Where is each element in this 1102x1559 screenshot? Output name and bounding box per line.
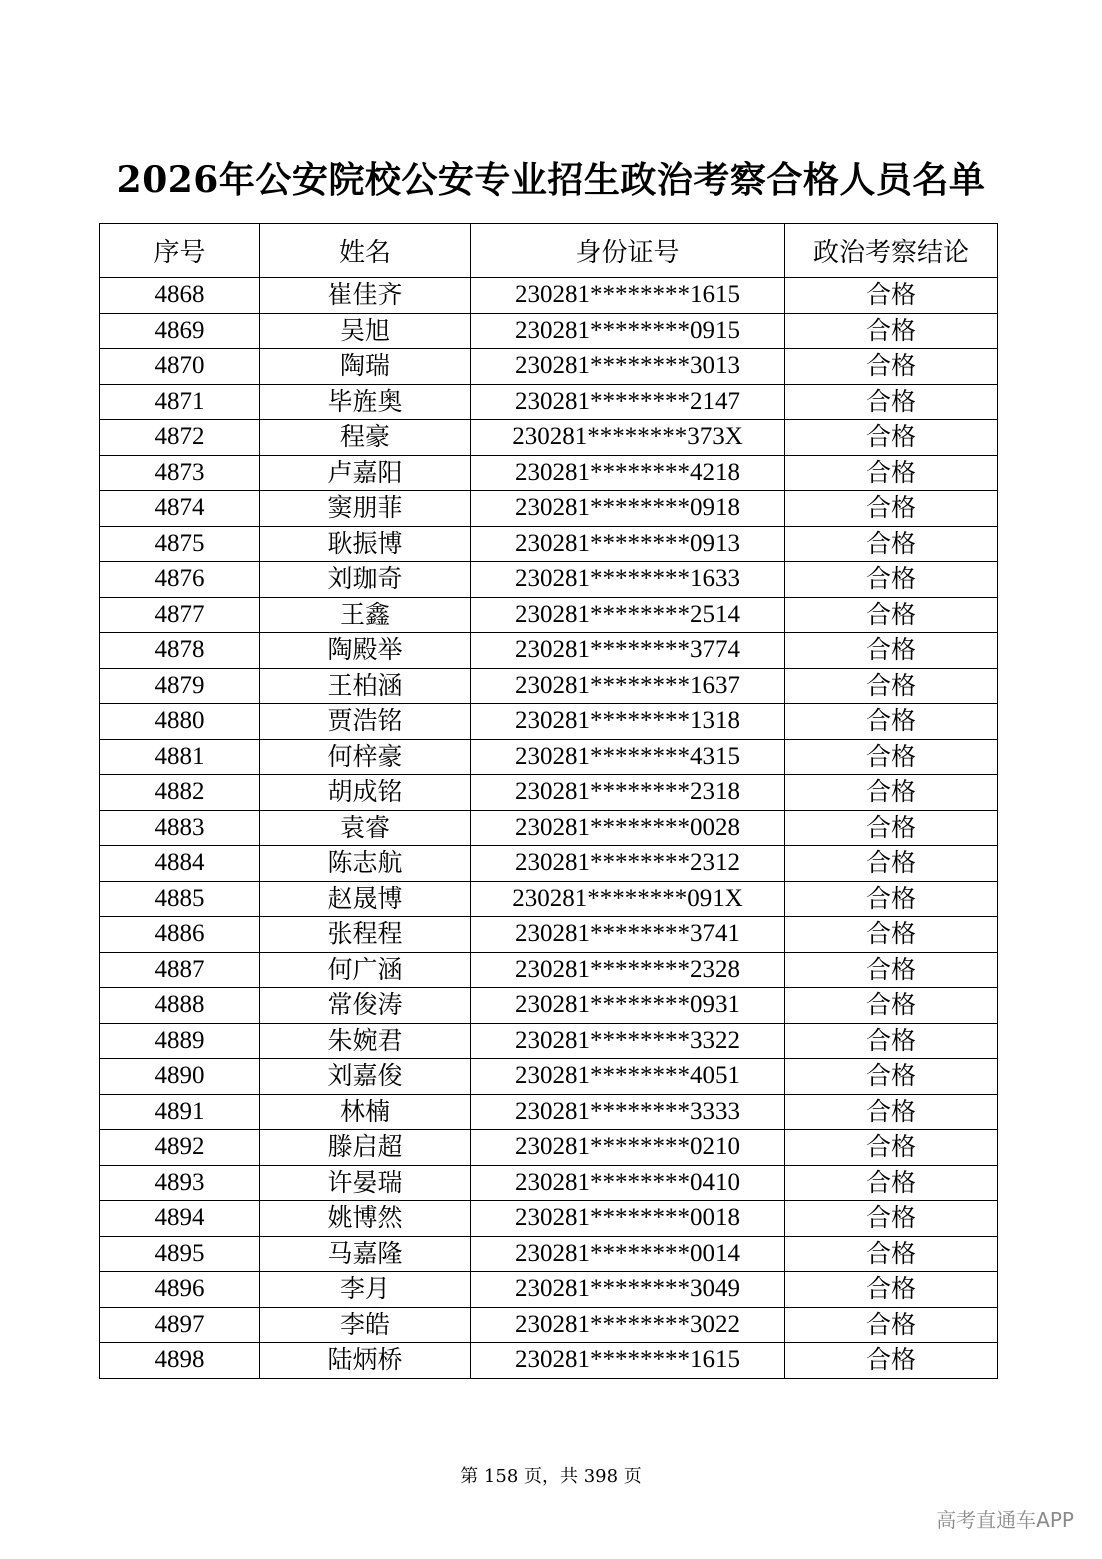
cell-id-number: 230281********0913 bbox=[471, 526, 785, 562]
cell-id-number: 230281********1318 bbox=[471, 704, 785, 740]
cell-id-number: 230281********0931 bbox=[471, 988, 785, 1024]
cell-name: 陶瑞 bbox=[260, 349, 471, 385]
cell-conclusion: 合格 bbox=[785, 1307, 998, 1343]
cell-name: 程豪 bbox=[260, 420, 471, 456]
cell-name: 李皓 bbox=[260, 1307, 471, 1343]
cell-name: 胡成铭 bbox=[260, 775, 471, 811]
cell-conclusion: 合格 bbox=[785, 633, 998, 669]
cell-id-number: 230281********2514 bbox=[471, 597, 785, 633]
roster-table bbox=[99, 223, 998, 1379]
cell-conclusion: 合格 bbox=[785, 526, 998, 562]
cell-id-number: 230281********3774 bbox=[471, 633, 785, 669]
cell-id-number: 230281********3333 bbox=[471, 1094, 785, 1130]
cell-seq: 4877 bbox=[100, 597, 260, 633]
cell-name: 许晏瑞 bbox=[260, 1165, 471, 1201]
header-name: 姓名 bbox=[260, 224, 471, 278]
cell-id-number: 230281********2328 bbox=[471, 952, 785, 988]
page-title: 2026年公安院校公安专业招生政治考察合格人员名单 bbox=[116, 159, 986, 201]
cell-seq: 4881 bbox=[100, 739, 260, 775]
table-row bbox=[100, 668, 998, 704]
cell-seq: 4897 bbox=[100, 1307, 260, 1343]
cell-name: 王柏涵 bbox=[260, 668, 471, 704]
cell-seq: 4890 bbox=[100, 1059, 260, 1095]
cell-seq: 4883 bbox=[100, 810, 260, 846]
table-row bbox=[100, 562, 998, 598]
cell-seq: 4893 bbox=[100, 1165, 260, 1201]
cell-name: 何广涵 bbox=[260, 952, 471, 988]
cell-id-number: 230281********2312 bbox=[471, 846, 785, 882]
cell-name: 陆炳桥 bbox=[260, 1343, 471, 1379]
cell-id-number: 230281********4315 bbox=[471, 739, 785, 775]
table-row bbox=[100, 1236, 998, 1272]
cell-seq: 4879 bbox=[100, 668, 260, 704]
cell-name: 崔佳齐 bbox=[260, 278, 471, 314]
table-row bbox=[100, 384, 998, 420]
cell-conclusion: 合格 bbox=[785, 420, 998, 456]
cell-seq: 4895 bbox=[100, 1236, 260, 1272]
cell-id-number: 230281********0018 bbox=[471, 1201, 785, 1237]
cell-conclusion: 合格 bbox=[785, 1023, 998, 1059]
cell-seq: 4874 bbox=[100, 491, 260, 527]
table-row bbox=[100, 526, 998, 562]
cell-id-number: 230281********1637 bbox=[471, 668, 785, 704]
table-row bbox=[100, 349, 998, 385]
cell-id-number: 230281********4051 bbox=[471, 1059, 785, 1095]
cell-name: 姚博然 bbox=[260, 1201, 471, 1237]
cell-conclusion: 合格 bbox=[785, 562, 998, 598]
cell-seq: 4875 bbox=[100, 526, 260, 562]
table-body bbox=[100, 278, 998, 1379]
cell-id-number: 230281********0210 bbox=[471, 1130, 785, 1166]
header-conclusion: 政治考察结论 bbox=[785, 224, 998, 278]
cell-name: 吴旭 bbox=[260, 313, 471, 349]
cell-id-number: 230281********3322 bbox=[471, 1023, 785, 1059]
cell-conclusion: 合格 bbox=[785, 988, 998, 1024]
table-row bbox=[100, 455, 998, 491]
cell-conclusion: 合格 bbox=[785, 455, 998, 491]
cell-name: 陈志航 bbox=[260, 846, 471, 882]
cell-id-number: 230281********0014 bbox=[471, 1236, 785, 1272]
cell-name: 陶殿举 bbox=[260, 633, 471, 669]
cell-id-number: 230281********091X bbox=[471, 881, 785, 917]
cell-name: 何梓豪 bbox=[260, 739, 471, 775]
table-row bbox=[100, 810, 998, 846]
header-seq: 序号 bbox=[100, 224, 260, 278]
cell-id-number: 230281********3013 bbox=[471, 349, 785, 385]
cell-conclusion: 合格 bbox=[785, 1165, 998, 1201]
header-id-number: 身份证号 bbox=[471, 224, 785, 278]
cell-id-number: 230281********1633 bbox=[471, 562, 785, 598]
cell-id-number: 230281********0915 bbox=[471, 313, 785, 349]
table-row bbox=[100, 1130, 998, 1166]
table-row bbox=[100, 704, 998, 740]
table-row bbox=[100, 633, 998, 669]
table-row bbox=[100, 846, 998, 882]
cell-name: 刘嘉俊 bbox=[260, 1059, 471, 1095]
cell-conclusion: 合格 bbox=[785, 1130, 998, 1166]
cell-id-number: 230281********0028 bbox=[471, 810, 785, 846]
table-row bbox=[100, 313, 998, 349]
cell-conclusion: 合格 bbox=[785, 881, 998, 917]
table-row bbox=[100, 597, 998, 633]
cell-seq: 4884 bbox=[100, 846, 260, 882]
table-row bbox=[100, 739, 998, 775]
cell-id-number: 230281********373X bbox=[471, 420, 785, 456]
table-row bbox=[100, 1094, 998, 1130]
cell-seq: 4892 bbox=[100, 1130, 260, 1166]
cell-id-number: 230281********1615 bbox=[471, 1343, 785, 1379]
cell-seq: 4869 bbox=[100, 313, 260, 349]
cell-conclusion: 合格 bbox=[785, 1094, 998, 1130]
cell-id-number: 230281********3022 bbox=[471, 1307, 785, 1343]
cell-seq: 4891 bbox=[100, 1094, 260, 1130]
cell-seq: 4880 bbox=[100, 704, 260, 740]
table-row bbox=[100, 1272, 998, 1308]
cell-seq: 4868 bbox=[100, 278, 260, 314]
cell-conclusion: 合格 bbox=[785, 1059, 998, 1095]
cell-name: 窦朋菲 bbox=[260, 491, 471, 527]
cell-conclusion: 合格 bbox=[785, 313, 998, 349]
cell-seq: 4885 bbox=[100, 881, 260, 917]
page-footer: 第 158 页，共 398 页 bbox=[460, 1466, 642, 1487]
cell-seq: 4882 bbox=[100, 775, 260, 811]
cell-id-number: 230281********4218 bbox=[471, 455, 785, 491]
cell-conclusion: 合格 bbox=[785, 775, 998, 811]
cell-seq: 4870 bbox=[100, 349, 260, 385]
cell-id-number: 230281********3049 bbox=[471, 1272, 785, 1308]
table-row bbox=[100, 952, 998, 988]
cell-conclusion: 合格 bbox=[785, 384, 998, 420]
cell-conclusion: 合格 bbox=[785, 349, 998, 385]
cell-id-number: 230281********0918 bbox=[471, 491, 785, 527]
cell-name: 卢嘉阳 bbox=[260, 455, 471, 491]
cell-seq: 4887 bbox=[100, 952, 260, 988]
cell-name: 常俊涛 bbox=[260, 988, 471, 1024]
cell-seq: 4898 bbox=[100, 1343, 260, 1379]
table-row bbox=[100, 917, 998, 953]
cell-id-number: 230281********2147 bbox=[471, 384, 785, 420]
cell-name: 滕启超 bbox=[260, 1130, 471, 1166]
cell-name: 毕旌奥 bbox=[260, 384, 471, 420]
table-header-row bbox=[100, 224, 998, 278]
table-row bbox=[100, 278, 998, 314]
cell-conclusion: 合格 bbox=[785, 739, 998, 775]
table-row bbox=[100, 1307, 998, 1343]
cell-conclusion: 合格 bbox=[785, 597, 998, 633]
cell-seq: 4886 bbox=[100, 917, 260, 953]
table-row bbox=[100, 1343, 998, 1379]
cell-name: 张程程 bbox=[260, 917, 471, 953]
cell-conclusion: 合格 bbox=[785, 1201, 998, 1237]
cell-conclusion: 合格 bbox=[785, 668, 998, 704]
cell-conclusion: 合格 bbox=[785, 491, 998, 527]
table-row bbox=[100, 1201, 998, 1237]
watermark: 高考直通车APP bbox=[936, 1508, 1074, 1532]
cell-name: 王鑫 bbox=[260, 597, 471, 633]
table-row bbox=[100, 1023, 998, 1059]
cell-seq: 4873 bbox=[100, 455, 260, 491]
cell-seq: 4871 bbox=[100, 384, 260, 420]
cell-conclusion: 合格 bbox=[785, 704, 998, 740]
cell-id-number: 230281********3741 bbox=[471, 917, 785, 953]
table-row bbox=[100, 881, 998, 917]
cell-conclusion: 合格 bbox=[785, 1272, 998, 1308]
cell-conclusion: 合格 bbox=[785, 810, 998, 846]
cell-seq: 4876 bbox=[100, 562, 260, 598]
cell-seq: 4872 bbox=[100, 420, 260, 456]
cell-name: 贾浩铭 bbox=[260, 704, 471, 740]
cell-seq: 4878 bbox=[100, 633, 260, 669]
cell-conclusion: 合格 bbox=[785, 952, 998, 988]
cell-name: 赵晟博 bbox=[260, 881, 471, 917]
table-row bbox=[100, 988, 998, 1024]
table-row bbox=[100, 420, 998, 456]
cell-conclusion: 合格 bbox=[785, 846, 998, 882]
cell-seq: 4894 bbox=[100, 1201, 260, 1237]
cell-seq: 4896 bbox=[100, 1272, 260, 1308]
cell-conclusion: 合格 bbox=[785, 278, 998, 314]
cell-id-number: 230281********2318 bbox=[471, 775, 785, 811]
cell-seq: 4888 bbox=[100, 988, 260, 1024]
cell-name: 林楠 bbox=[260, 1094, 471, 1130]
cell-conclusion: 合格 bbox=[785, 917, 998, 953]
cell-seq: 4889 bbox=[100, 1023, 260, 1059]
cell-name: 李月 bbox=[260, 1272, 471, 1308]
cell-name: 马嘉隆 bbox=[260, 1236, 471, 1272]
cell-name: 袁睿 bbox=[260, 810, 471, 846]
table-row bbox=[100, 491, 998, 527]
cell-id-number: 230281********1615 bbox=[471, 278, 785, 314]
cell-id-number: 230281********0410 bbox=[471, 1165, 785, 1201]
cell-name: 耿振博 bbox=[260, 526, 471, 562]
table-row bbox=[100, 775, 998, 811]
cell-name: 刘珈奇 bbox=[260, 562, 471, 598]
cell-conclusion: 合格 bbox=[785, 1236, 998, 1272]
table-row bbox=[100, 1165, 998, 1201]
cell-conclusion: 合格 bbox=[785, 1343, 998, 1379]
cell-name: 朱婉君 bbox=[260, 1023, 471, 1059]
table-row bbox=[100, 1059, 998, 1095]
